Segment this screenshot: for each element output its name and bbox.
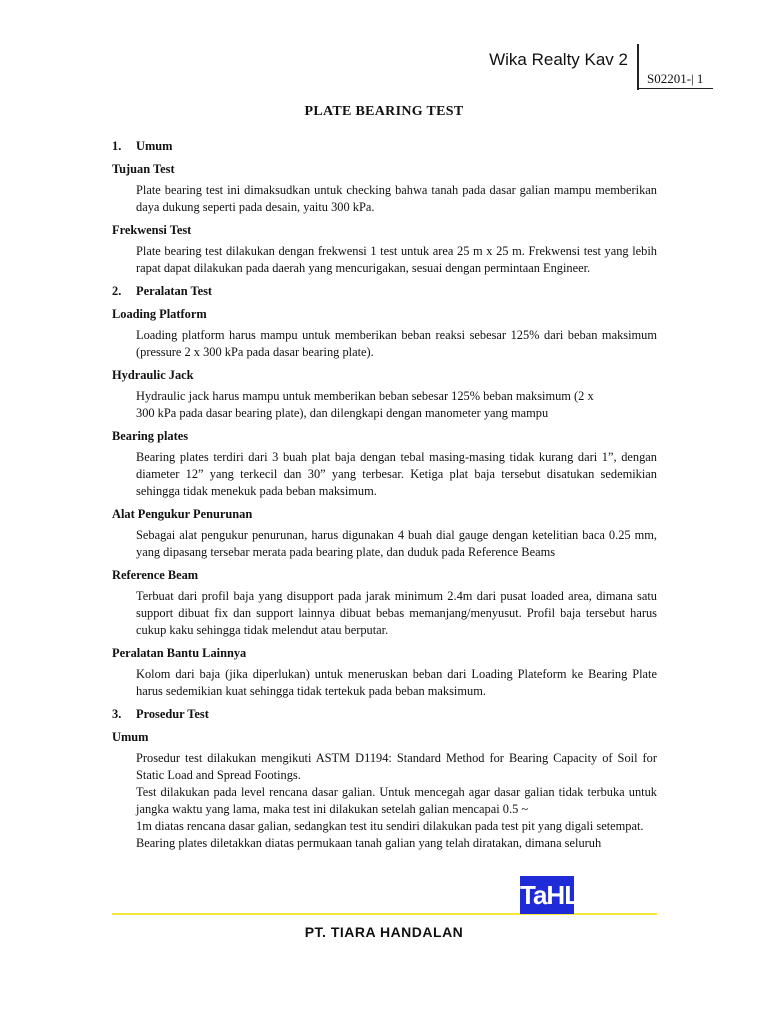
document-title: PLATE BEARING TEST: [304, 104, 464, 119]
subheading-bearing-plates: Bearing plates: [112, 429, 189, 443]
document-body: [112, 138, 657, 852]
paragraph-frekwensi-test: Plate bearing test dilakukan dengan frekwensi 1 test untuk area 25 m x 25 m. Frekwensi test yang lebih rapat dapat dilakukan pada daerah yang mencurigakan, sesuai dengan permintaan Engineer.: [136, 244, 657, 275]
project-name: Wika Realty Kav 2: [489, 50, 628, 69]
section-number: 1.: [112, 139, 122, 153]
section-umum: [112, 138, 657, 277]
subheading-umum: Umum: [112, 730, 149, 744]
subheading-hydraulic-jack: Hydraulic Jack: [112, 368, 194, 382]
section-prosedur-test: [112, 706, 657, 852]
header-divider-horizontal: [637, 88, 713, 89]
company-logo: TaHL: [520, 876, 574, 914]
subheading-frekwensi-test: Frekwensi Test: [112, 223, 192, 237]
paragraph-prosedur-1: Prosedur test dilakukan mengikuti ASTM D1194: Standard Method for Bearing Capacity of Soil for Static Load and Spread Footings.: [136, 751, 657, 782]
section-number: 3.: [112, 707, 122, 721]
paragraph-hydraulic-jack-2: 300 kPa pada dasar bearing plate), dan dilengkapi dengan manometer yang mampu: [136, 406, 549, 420]
paragraph-prosedur-2: Test dilakukan pada level rencana dasar galian. Untuk mencegah agar dasar galian tidak terbuka untuk jangka waktu yang lama, maka test ini dilakukan setelah galian mencapai 0.5 ~: [136, 785, 657, 816]
paragraph-prosedur-3: 1m diatas rencana dasar galian, sedangkan test itu sendiri dilakukan pada test pit yang digali setempat.: [136, 819, 644, 833]
footer-rule: [112, 913, 657, 915]
subheading-reference-beam: Reference Beam: [112, 568, 199, 582]
paragraph-prosedur-4: Bearing plates diletakkan diatas permukaan tanah galian yang telah diratakan, dimana seluruh: [136, 836, 602, 850]
section-heading: [112, 138, 657, 155]
section-heading: [112, 283, 657, 300]
section-title: Prosedur Test: [136, 707, 209, 721]
paragraph-tujuan-test: Plate bearing test ini dimaksudkan untuk checking bahwa tanah pada dasar galian mampu memberikan daya dukung seperti pada desain, yaitu 300 kPa.: [136, 183, 657, 214]
paragraph-hydraulic-jack-1: Hydraulic jack harus mampu untuk memberikan beban sebesar 125% beban maksimum (2 x: [136, 389, 594, 403]
section-title: Peralatan Test: [136, 284, 213, 298]
document-code: S02201-| 1: [647, 71, 704, 86]
paragraph-alat-pengukur: Sebagai alat pengukur penurunan, harus digunakan 4 buah dial gauge dengan ketelitian baca 0.25 mm, yang dipasang tersebar merata pada bearing plate, dan duduk pada Reference Beams: [136, 528, 657, 559]
paragraph-bearing-plates: Bearing plates terdiri dari 3 buah plat baja dengan tebal masing-masing tidak kurang dari 1”, dengan diameter 12” yang terkecil dan 30” yang terbesar. Ketiga plat baja tersebut disatukan sedemikian sehingga tidak menekuk pada beban maksimum.: [136, 450, 657, 498]
subheading-peralatan-bantu: Peralatan Bantu Lainnya: [112, 646, 247, 660]
section-peralatan-test: [112, 283, 657, 700]
section-title: Umum: [136, 139, 173, 153]
paragraph-reference-beam: Terbuat dari profil baja yang disupport pada jarak minimum 2.4m dari pusat loaded area, dimana satu support dibuat fix dan support lainnya dibuat bebas memanjang/menyusut. Profil baja tersebut harus cukup kaku sehingga tidak melendut atau berputar.: [136, 589, 657, 637]
section-number: 2.: [112, 284, 122, 298]
paragraph-peralatan-bantu: Kolom dari baja (jika diperlukan) untuk meneruskan beban dari Loading Plateform ke Bearing Plate harus sedemikian kuat sehingga tidak tertekuk pada beban maksimum.: [136, 667, 657, 698]
header-divider-vertical: [637, 44, 639, 90]
subheading-loading-platform: Loading Platform: [112, 307, 207, 321]
footer-company-name: PT. TIARA HANDALAN: [304, 924, 464, 940]
subheading-tujuan-test: Tujuan Test: [112, 162, 175, 176]
subheading-alat-pengukur: Alat Pengukur Penurunan: [112, 507, 253, 521]
section-heading: [112, 706, 657, 723]
paragraph-loading-platform: Loading platform harus mampu untuk memberikan beban reaksi sebesar 125% dari beban maksimum (pressure 2 x 300 kPa pada dasar bearing plate).: [136, 328, 657, 359]
